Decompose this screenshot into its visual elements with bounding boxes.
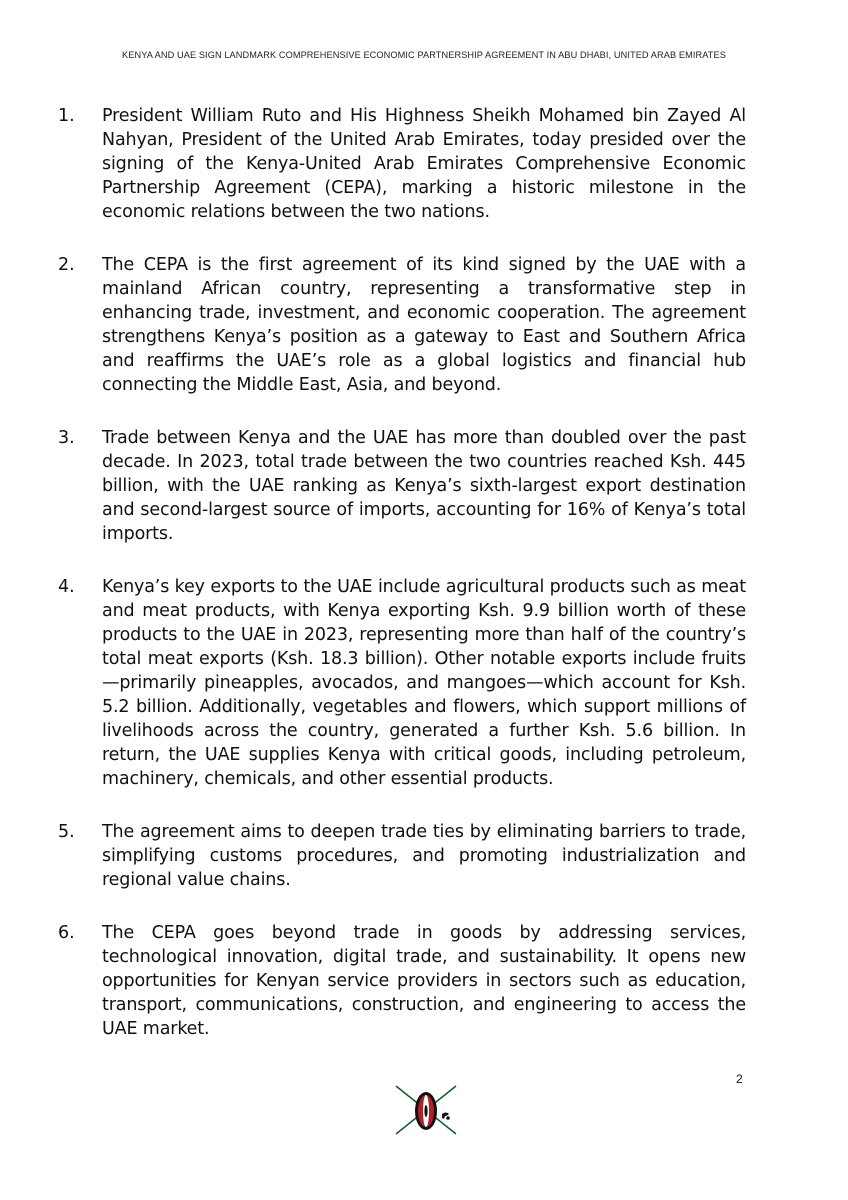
paragraph-number: 5. bbox=[58, 822, 75, 842]
paragraph-list bbox=[58, 104, 746, 1070]
paragraph-text: Kenya’s key exports to the UAE include agricultural products such as meat and meat products, with Kenya exporting Ksh. 9.9 billion worth of these products to the UAE in 2023, representing more than half of the country’s total meat exports (Ksh. 18.3 billion). Other notable exports include fruits—primarily pineapples, avocados, and mangoes—which account for Ksh. 5.2 billion. Additionally, vegetables and flowers, which support millions of livelihoods across the country, generated a further Ksh. 5.6 billion. In return, the UAE supplies Kenya with critical goods, including petroleum, machinery, chemicals, and other essential products. bbox=[102, 577, 746, 789]
paragraph-number: 2. bbox=[58, 255, 75, 275]
paragraph-6 bbox=[58, 921, 746, 1041]
paragraph-2 bbox=[58, 253, 746, 397]
paragraph-text: The CEPA is the first agreement of its kind signed by the UAE with a mainland African country, representing a transformative step in enhancing trade, investment, and economic cooperation. The agreement strengthens Kenya’s position as a gateway to East and Southern Africa and reaffirms the UAE’s role as a global logistics and financial hub connecting the Middle East, Asia, and beyond. bbox=[102, 255, 746, 395]
paragraph-4 bbox=[58, 575, 746, 791]
paragraph-1 bbox=[58, 104, 746, 224]
page-header: KENYA AND UAE SIGN LANDMARK COMPREHENSIVE ECONOMIC PARTNERSHIP AGREEMENT IN ABU DHABI, UNITED ARAB EMIRATES bbox=[122, 50, 726, 60]
paragraph-number: 4. bbox=[58, 577, 75, 597]
paragraph-3 bbox=[58, 426, 746, 546]
paragraph-text: Trade between Kenya and the UAE has more than doubled over the past decade. In 2023, total trade between the two countries reached Ksh. 445 billion, with the UAE ranking as Kenya’s sixth-largest export destination and second-largest source of imports, accounting for 16% of Kenya’s total imports. bbox=[102, 428, 746, 544]
paragraph-text: President William Ruto and His Highness Sheikh Mohamed bin Zayed Al Nahyan, President of the United Arab Emirates, today presided over the signing of the Kenya-United Arab Emirates Comprehensive Economic Partnership Agreement (CEPA), marking a historic milestone in the economic relations between the two nations. bbox=[102, 106, 746, 222]
page-number: 2 bbox=[736, 1072, 743, 1086]
paragraph-number: 3. bbox=[58, 428, 75, 448]
paragraph-text: The CEPA goes beyond trade in goods by addressing services, technological innovation, digital trade, and sustainability. It opens new opportunities for Kenyan service providers in sectors such as education, transport, communications, construction, and engineering to access the UAE market. bbox=[102, 923, 746, 1039]
paragraph-5 bbox=[58, 820, 746, 892]
kenya-coat-of-arms-icon bbox=[390, 1084, 462, 1136]
paragraph-number: 1. bbox=[58, 106, 75, 126]
paragraph-number: 6. bbox=[58, 923, 75, 943]
paragraph-text: The agreement aims to deepen trade ties by eliminating barriers to trade, simplifying customs procedures, and promoting industrialization and regional value chains. bbox=[102, 822, 746, 890]
